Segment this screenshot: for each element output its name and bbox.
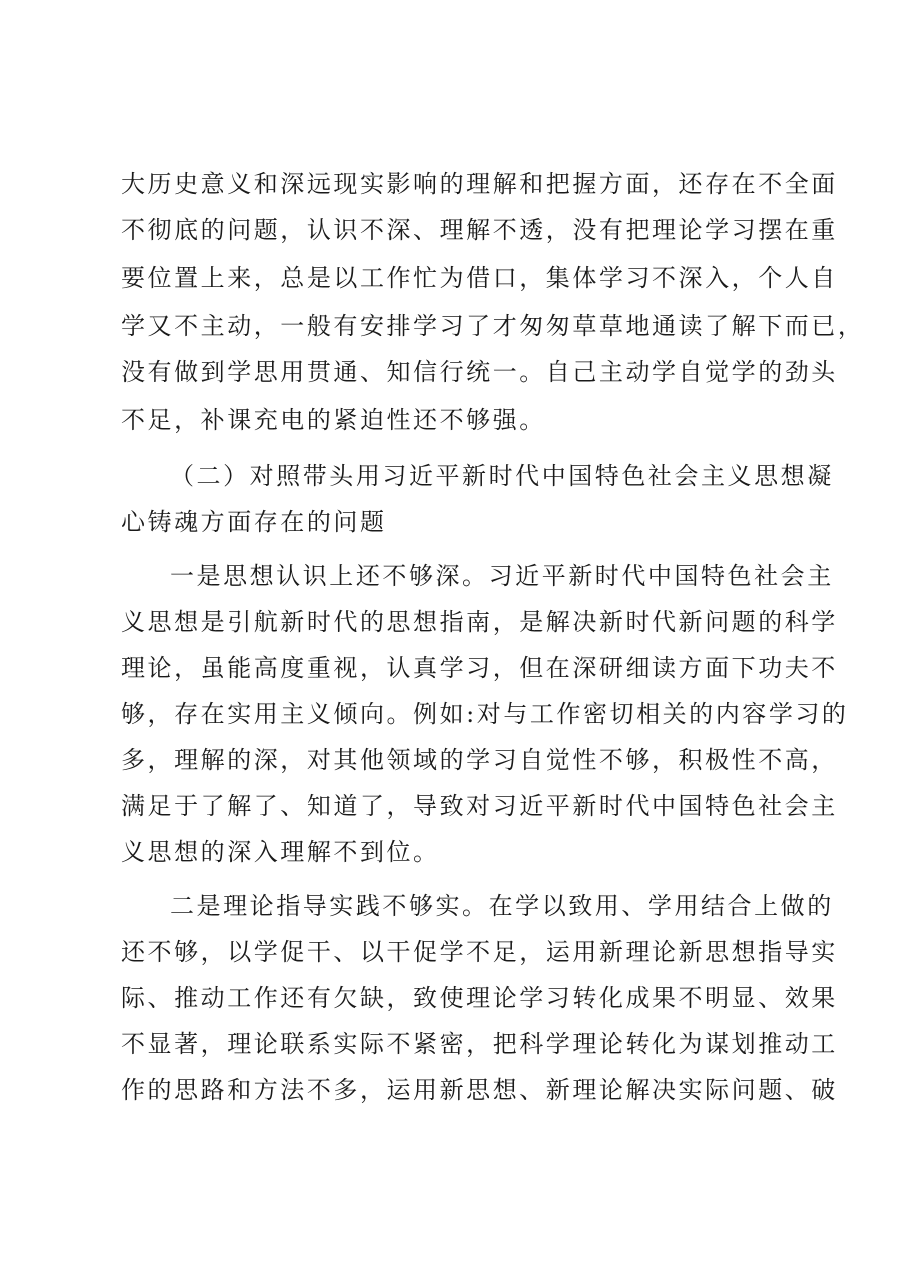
text-line: 够，存在实用主义倾向。例如:对与工作密切相关的内容学习的 — [121, 700, 849, 728]
text-line: 理论，虽能高度重视，认真学习，但在深研细读方面下功夫不 — [121, 654, 838, 682]
text-line: 还不够，以学促干、以干促学不足，运用新理论新思想指导实 — [121, 938, 838, 966]
text-line: 学又不主动，一般有安排学习了才匆匆草草地通读了解下而已， — [121, 312, 865, 340]
text-line: 义思想是引航新时代的思想指南，是解决新时代新问题的科学 — [121, 608, 838, 636]
text-line: 满足于了解了、知道了，导致对习近平新时代中国特色社会主 — [121, 792, 838, 820]
text-line: 义思想的深入理解不到位。 — [121, 838, 440, 866]
paragraph-first-line: 二是理论指导实践不够实。在学以致用、学用结合上做的 — [170, 892, 834, 920]
text-line: 际、推动工作还有欠缺，致使理论学习转化成果不明显、效果 — [121, 984, 838, 1012]
text-line: 没有做到学思用贯通、知信行统一。自己主动学自觉学的劲头 — [121, 358, 838, 386]
text-line: 多，理解的深，对其他领域的学习自觉性不够，积极性不高， — [121, 746, 838, 774]
text-line: 要位置上来，总是以工作忙为借口，集体学习不深入，个人自 — [121, 264, 838, 292]
section-heading: （二）对照带头用习近平新时代中国特色社会主义思想凝 — [170, 462, 834, 490]
text-line: 不彻底的问题，认识不深、理解不透，没有把理论学习摆在重 — [121, 216, 838, 244]
text-line: 不足，补课充电的紧迫性还不够强。 — [121, 406, 546, 434]
paragraph-first-line: 一是思想认识上还不够深。习近平新时代中国特色社会主 — [170, 562, 834, 590]
text-line: 作的思路和方法不多，运用新思想、新理论解决实际问题、破 — [121, 1076, 838, 1104]
text-line: 大历史意义和深远现实影响的理解和把握方面，还存在不全面 — [121, 170, 838, 198]
text-line: 不显著，理论联系实际不紧密，把科学理论转化为谋划推动工 — [121, 1030, 838, 1058]
section-heading-continuation: 心铸魂方面存在的问题 — [121, 508, 387, 536]
